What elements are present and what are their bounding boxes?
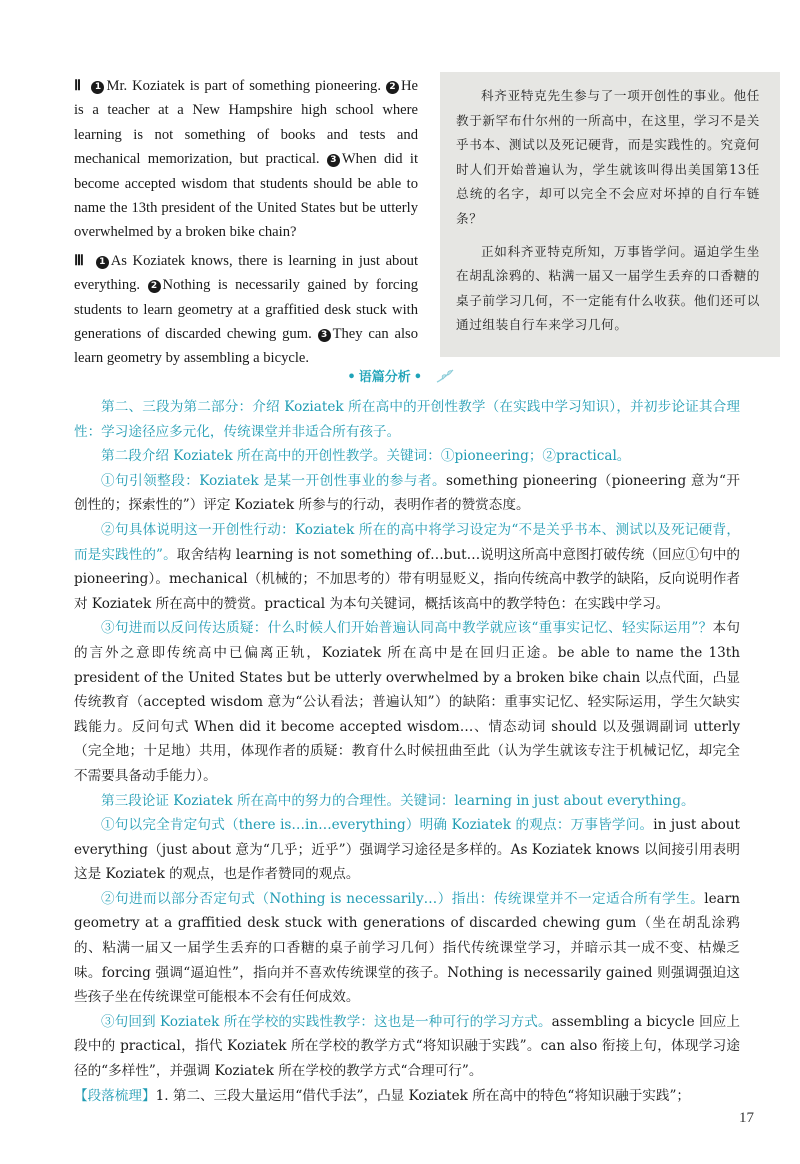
sentence-2-3: When did it become accepted wisdom that students should be able to name the 13th president of the United States but be utterly overwhelmed by a broken bike chain? [74, 151, 418, 241]
analysis-part-intro: 第二、三段为第二部分：介绍 Koziatek 所在高中的开创性教学（在实践中学习知识），并初步论证其合理性：学习途径应多元化，传统课堂并非适合所有孩子。 [74, 399, 740, 440]
sentence-number-3: 3 [327, 154, 340, 167]
sentence-3-3: They can also learn geometry by assembling a bicycle. [74, 326, 418, 367]
sentence-number-2: 2 [386, 81, 399, 94]
sentence-number-2: 2 [148, 280, 161, 293]
sentence-3-1: As Koziatek knows, there is learning in just about everything. [74, 252, 419, 294]
chinese-translation-box [440, 72, 780, 357]
sentence-number-3: 3 [318, 329, 331, 342]
passage-section [74, 74, 784, 367]
paragraph-3-english [74, 249, 418, 371]
sentence-2-1: Mr. Koziatek is part of something pioneering. [106, 78, 382, 94]
english-passage [74, 74, 418, 373]
analysis-para2-intro: 第二段介绍 Koziatek 所在高中的开创性教学。关键词：①pioneering；②practical。 [101, 448, 631, 465]
analysis-para2-s2: ②句具体说明这一开创性行动：Koziatek 所在的高中将学习设定为“不是关乎书本、测试以及死记硬背，而是实践性的”。取舍结构 learning is not something of…but…说明这所高中意图打破传统（回应①句中的 pioneering）。mechanical（机械的；不加思考的）带有明显贬义，指向传统高中教学的缺陷，反向说明作者对 Koziatek 所在高中的赞赏。practical 为本句关键词，概括该高中的教学特色：在实践中学习。 [74, 521, 741, 612]
translation-paragraph-3: 正如科齐亚特克所知，万事皆学问。逼迫学生坐在胡乱涂鸦的、粘满一届又一届学生丢弃的口香糖的桌子前学习几何，不一定能有什么收获。他们还可以通过组装自行车来学习几何。 [456, 243, 760, 333]
sentence-number-1: 1 [96, 256, 109, 269]
roman-numeral-3: Ⅲ [74, 252, 87, 269]
paragraph-2-english [74, 74, 418, 245]
page-number: 17 [739, 1110, 754, 1126]
roman-numeral-2: Ⅱ [74, 78, 83, 94]
sentence-2-2: He is a teacher at a New Hampshire high school where learning is not something of books and tests and mechanical memorization, but practical. [74, 78, 419, 168]
analysis-para3-s1: ①句以完全肯定句式（there is…in…everything）明确 Koziatek 的观点：万事皆学问。in just about everything（just about 意为“几乎；近乎”）强调学习途径是多样的。As Koziatek knows 以间接引用表明这是 Koziatek 的观点，也是作者赞同的观点。 [74, 817, 740, 883]
leaf-icon [434, 368, 456, 384]
analysis-body [74, 395, 740, 1108]
translation-paragraph-2: 科齐亚特克先生参与了一项开创性的事业。他任教于新罕布什尔州的一所高中，在这里，学习不是关乎书本、测试以及死记硬背，而是实践性的。究竟何时人们开始普遍认为，学生就该叫得出美国第13任总统的名字，却可以完全不会应对坏掉的自行车链条？ [456, 88, 760, 226]
chinese-translation [456, 84, 760, 346]
analysis-para2-s1: ①句引领整段：Koziatek 是某一开创性事业的参与者。something pioneering（pioneering 意为“开创性的；探索性的”）评定 Koziatek 所参与的行动，表明作者的赞赏态度。 [74, 472, 740, 514]
analysis-para3-intro: 第三段论证 Koziatek 所在高中的努力的合理性。关键词：learning in just about everything。 [101, 792, 695, 809]
paragraph-summary: 【段落梳理】1. 第二、三段大量运用“借代手法”，凸显 Koziatek 所在高中的特色“将知识融于实践”； [74, 1087, 691, 1104]
sentence-3-2: Nothing is necessarily gained by forcing students to learn geometry at a graffitied desk stuck with generations of discarded chewing gum. [74, 277, 418, 343]
analysis-para3-s3: ③句回到 Koziatek 所在学校的实践性教学：这也是一种可行的学习方式。assembling a bicycle 回应上段中的 practical，指代 Koziatek 所在学校的教学方式“将知识融于实践”。can also 衔接上句，体现学习途径的“多样性”，并强调 Koziatek 所在学校的教学方式“合理可行”。 [74, 1013, 740, 1080]
summary-tag: 【段落梳理】 [74, 1087, 156, 1104]
section-title: 语篇分析 [358, 370, 411, 385]
section-heading: • 语篇分析 • [0, 366, 800, 385]
analysis-para3-s2: ②句进而以部分否定句式（Nothing is necessarily…）指出：传统课堂并不一定适合所有学生。learn geometry at a graffitied desk stuck with generations of discarded chewing gum（坐在胡乱涂鸦的、粘满一届又一届学生丢弃的口香糖的桌子前学习几何）指代传统课堂学习，并暗示其一成不变、枯燥乏味。forcing 强调“逼迫性”，指向并不喜欢传统课堂的孩子。Nothing is necessarily gained 则强调强迫这些孩子坐在传统课堂可能根本不会有任何成效。 [74, 890, 740, 1006]
analysis-para2-s3: ③句进而以反问传达质疑：什么时候人们开始普遍认同高中教学就应该“重事实记忆、轻实际运用”？本句的言外之意即传统高中已偏离正轨，Koziatek 所在高中是在回归正途。be able to name the 13th president of the United States but be utterly overwhelmed by a broken bike chain 以点代面，凸显传统教育（accepted wisdom 意为“公认看法；普遍认知”）的缺陷：重事实记忆、轻实际运用，学生欠缺实践能力。反问句式 When did it become accepted wisdom…、情态动词 should 以及强调副词 utterly（完全地；十足地）共用，体现作者的质疑：教育什么时候扭曲至此（认为学生就该专注于机械记忆，却完全不需要具备动手能力）。 [74, 620, 740, 784]
sentence-number-1: 1 [91, 81, 104, 94]
